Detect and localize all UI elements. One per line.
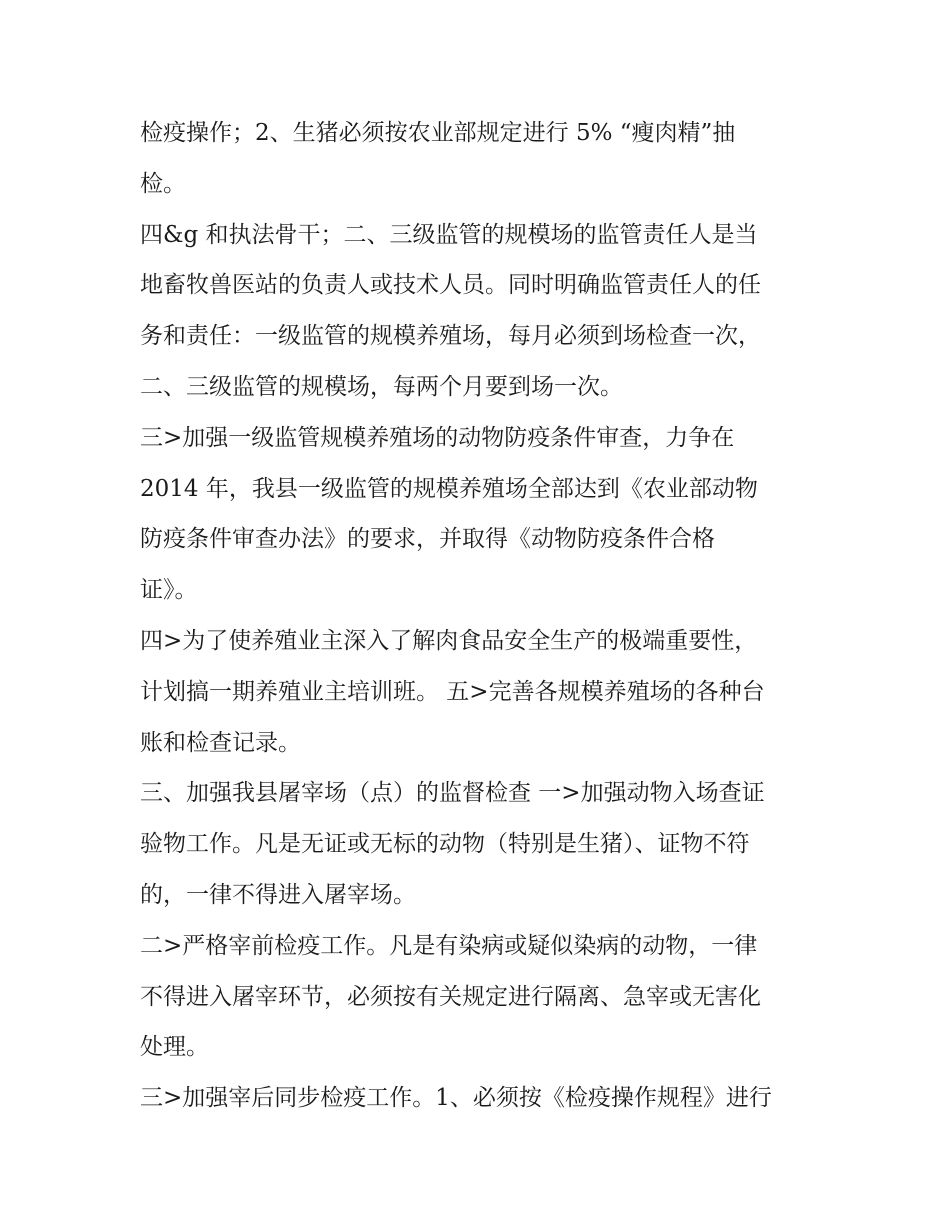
text-line: 务和责任：一级监管的规模养殖场，每月必须到场检查一次， — [140, 323, 761, 350]
text-line: 的，一律不得进入屠宰场。 — [140, 881, 416, 908]
text-line: 计划搞一期养殖业主培训班。 五>完善各规模养殖场的各种台 — [140, 678, 765, 705]
text-line: 证》。 — [140, 577, 198, 604]
text-line: 四&g 和执法骨干；二、三级监管的规模场的监管责任人是当 — [140, 221, 758, 248]
text-line: 四>为了使养殖业主深入了解肉食品安全生产的极端重要性， — [140, 627, 758, 654]
text-line: 二>严格宰前检疫工作。凡是有染病或疑似染病的动物，一律 — [140, 932, 758, 959]
text-line: 检疫操作；2、生猪必须按农业部规定进行 5% “瘦肉精”抽 — [140, 120, 736, 146]
text-line: 三、加强我县屠宰场（点）的监督检查 一>加强动物入场查证 — [140, 780, 765, 807]
text-line: 检。 — [140, 170, 186, 197]
text-line: 三>加强一级监管规模养殖场的动物防疫条件审查，力争在 — [140, 424, 735, 451]
text-line: 不得进入屠宰环节，必须按有关规定进行隔离、急宰或无害化 — [140, 983, 761, 1010]
text-line: 防疫条件审查办法》的要求，并取得《动物防疫条件合格 — [140, 526, 715, 553]
text-line: 验物工作。凡是无证或无标的动物（特别是生猪）、证物不符 — [140, 831, 750, 858]
text-line: 三>加强宰后同步检疫工作。1、必须按《检疫操作规程》进行 — [140, 1085, 772, 1112]
text-line: 账和检查记录。 — [140, 729, 301, 756]
text-line: 二、三级监管的规模场，每两个月要到场一次。 — [140, 373, 623, 400]
text-line: 处理。 — [140, 1034, 209, 1061]
text-line: 地畜牧兽医站的负责人或技术人员。同时明确监管责任人的任 — [140, 272, 761, 299]
document-body — [140, 108, 820, 1124]
text-line: 2014 年，我县一级监管的规模养殖场全部达到《农业部动物 — [140, 475, 758, 502]
